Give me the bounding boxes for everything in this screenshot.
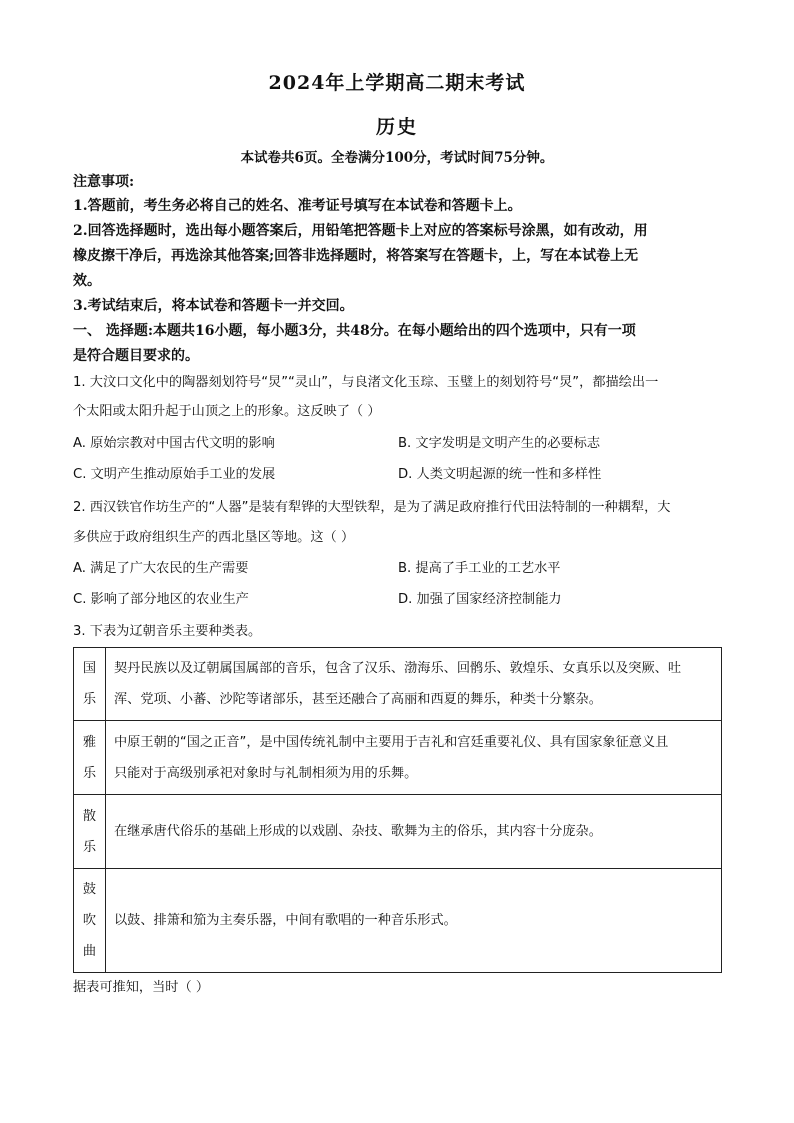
section-1-heading-line-1: 一、 选择题:本题共16小题，每小题3分，共48分。在每小题给出的四个选项中，只有一项 [73, 323, 636, 339]
row-desc-line: 契丹民族以及辽朝属国属部的音乐，包含了汉乐、渤海乐、回鹘乐、敦煌乐、女真乐以及突厥、吐 [114, 661, 682, 676]
q2-option-b: B. 提高了手工业的工艺水平 [398, 561, 561, 576]
row-desc-line: 只能对于高级别承祀对象时与礼制相须为用的乐舞。 [114, 765, 418, 781]
notice-item-3: 3.考试结束后，将本试卷和答题卡一并交回。 [73, 298, 354, 314]
q2-option-c: C. 影响了部分地区的农业生产 [73, 592, 249, 607]
q1-option-a: A. 原始宗教对中国古代文明的影响 [73, 436, 275, 451]
notice-item-1: 1.答题前，考生务必将自己的姓名、准考证号填写在本试卷和答题卡上。 [73, 198, 522, 214]
row-key-char: 散 [82, 808, 97, 824]
row-key-guoyue [74, 648, 106, 721]
exam-info: 本试卷共6页。全卷满分100分，考试时间75分钟。 [240, 150, 554, 166]
q3-after-table: 据表可推知，当时（ ） [73, 980, 210, 995]
q1-stem-line-1: 1. 大汶口文化中的陶器刻划符号“炅”“灵山”，与良渚文化玉琮、玉璧上的刻划符号“炅”，都描绘出一 [73, 375, 659, 390]
notice-item-2-line-3: 效。 [73, 273, 101, 289]
row-desc-guchuiqu [106, 869, 722, 973]
row-key-guchuiqu [74, 869, 106, 973]
row-key-char: 乐 [82, 765, 97, 781]
q2-stem-line-2: 多供应于政府组织生产的西北垦区等地。这（ ） [73, 530, 355, 545]
notice-heading: 注意事项: [73, 174, 135, 190]
row-key-sanyue [74, 795, 106, 869]
q3-stem: 3. 下表为辽朝音乐主要种类表。 [73, 624, 262, 639]
table-row [74, 869, 722, 973]
q1-option-d: D. 人类文明起源的统一性和多样性 [398, 467, 602, 482]
row-key-char: 曲 [82, 944, 97, 959]
q1-stem-line-2: 个太阳或太阳升起于山顶之上的形象。这反映了（ ） [73, 404, 381, 419]
liao-music-table [73, 647, 722, 973]
q2-option-a: A. 满足了广大农民的生产需要 [73, 561, 249, 576]
row-key-char: 乐 [82, 692, 97, 707]
row-key-char: 乐 [82, 839, 97, 855]
table-row [74, 648, 722, 721]
row-key-char: 国 [82, 661, 97, 676]
row-desc-yayue [106, 721, 722, 795]
notice-item-2-line-2: 橡皮擦干净后，再选涂其他答案;回答非选择题时，将答案写在答题卡，上，写在本试卷上无 [73, 248, 639, 264]
q1-option-b: B. 文字发明是文明产生的必要标志 [398, 436, 601, 451]
notice-item-2-line-1: 2.回答选择题时，选出每小题答案后，用铅笔把答题卡上对应的答案标号涂黑，如有改动，用 [73, 223, 648, 239]
row-key-char: 鼓 [82, 882, 97, 897]
row-key-char: 吹 [82, 913, 97, 928]
subject-title: 历史 [375, 116, 418, 138]
row-desc-guoyue [106, 648, 722, 721]
row-desc-line: 以鼓、排箫和笳为主奏乐器，中间有歌唱的一种音乐形式。 [114, 913, 457, 928]
q1-option-c: C. 文明产生推动原始手工业的发展 [73, 467, 276, 482]
row-desc-line: 浑、党项、小蕃、沙陀等诸部乐，甚至还融合了高丽和西夏的舞乐，种类十分繁杂。 [114, 692, 602, 707]
table-row [74, 795, 722, 869]
q2-option-d: D. 加强了国家经济控制能力 [398, 592, 562, 607]
row-desc-line: 中原王朝的“国之正音”，是中国传统礼制中主要用于吉礼和宫廷重要礼仪、具有国家象征意义且 [114, 734, 669, 750]
section-1-heading-line-2: 是符合题目要求的。 [73, 348, 199, 364]
row-key-yayue [74, 721, 106, 795]
row-key-char: 雅 [82, 734, 97, 750]
table-row [74, 721, 722, 795]
row-desc-sanyue [106, 795, 722, 869]
q2-stem-line-1: 2. 西汉铁官作坊生产的“人器”是装有犁铧的大型铁犁，是为了满足政府推行代田法特制的一种耦犁，大 [73, 500, 671, 515]
row-desc-line: 在继承唐代俗乐的基础上形成的以戏剧、杂技、歌舞为主的俗乐，其内容十分庞杂。 [114, 824, 602, 839]
exam-title: 2024年上学期高二期末考试 [268, 72, 526, 94]
